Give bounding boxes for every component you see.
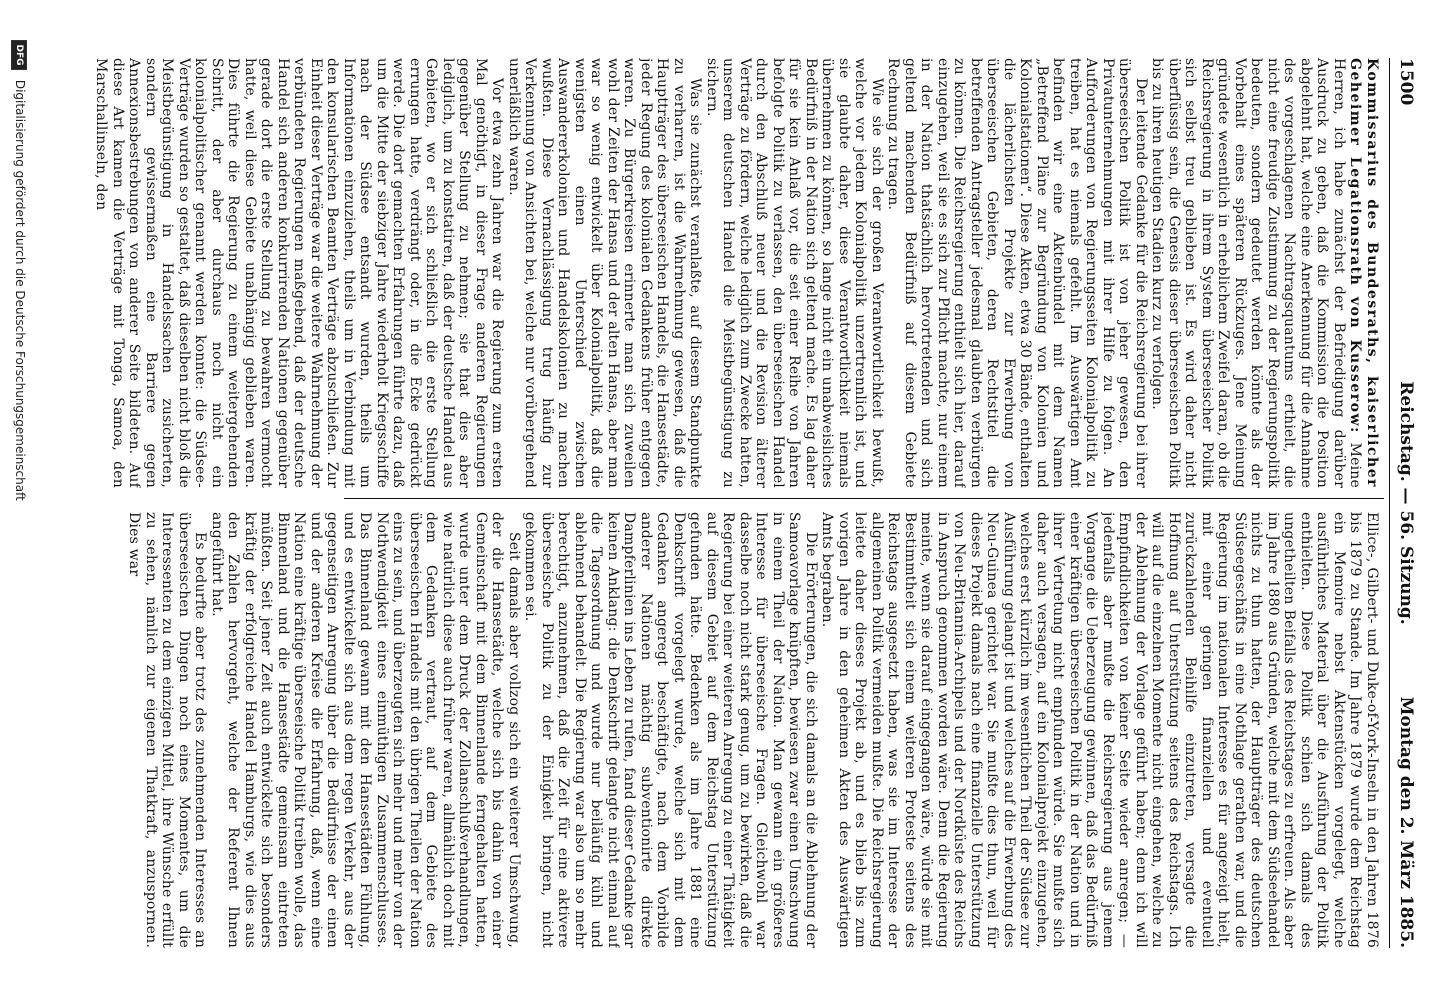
column-divider <box>344 498 1384 499</box>
footer-text: Digitalisierung gefördert durch die Deutsche Forschungsgemeinschaft <box>13 79 27 501</box>
digitization-footer <box>8 40 32 960</box>
speaker-name: Kommissarius des Bundesraths, kaiserlicher Geheimer Legationsrath von Kusserow: <box>1347 58 1380 488</box>
paragraph: Der leitende Gedanke für die Reichsregierung bei ihrer überseeischen Politik ist von jeher gewesen, den Privatunternehmungen mit ihrer Hilfe zu folgen. An Aufforderungen von Regierungsseiten Kolonialpolitik zu treiben, hat es niemals gefehlt. Im Auswärtigen Amt befinden wir eine Aktenbündel mit dem Namen „Betreffend Pläne zur Begründung von Kolonien und Kolonialstationen“. Diese Akten, etwa 30 Bände, enthalten die lächerlichsten Projekte zur Erwerbung von überseeischen Gebieten, deren Rechtstitel die betreffenden Antragsteller jedesmal glaubten verbürgen zu können. Die Reichsregierung enthielt sich hier, darauf einzugehen, weil sie es sich zur Pflicht machte, nur einem in der Nation thatsächlich hervortretenden und sich geltend machenden Bedürfniß auf diesem Gebiete Rechnung zu tragen. <box>885 58 1149 488</box>
page-header <box>1389 58 1422 948</box>
session-date: Montag den 2. März 1885. <box>1396 696 1416 948</box>
paragraph: Was sie zunächst veranlaßte, auf diesem Standpunkte zu verharren, ist die Wahrnehmung gewesen, daß die Hauptträger des überseeischen Handels, die Hansestädte, jeder Regung des kolonialen Gedankens früher entgegen waren. Zu Bürgerkreisen erinnerte man sich zuweilen wohl der Zeiten der Hansa und der alten Hansa, aber man war so wenig entwickelt über Kolonialpolitik, daß die wenigsten einen Unterschied zwischen Auswandererkolonien und Handelskolonien zu machen wußten. Diese Vernachlässigung trug häufig zur Verkennung von Ansichten bei, welche nur vorübergehend unerläßlich waren. <box>506 58 704 488</box>
running-title: Reichstag. — 56. Sitzung. <box>1396 381 1416 625</box>
paragraph: Es bedurfte aber trotz des zunehmenden Interesses an überseeischen Dingen noch eines Momentes, um die Interessenten zu dem einzigen Mittel, ihre Wünsche erfüllt zu sehen, nämlich zur eigenen Thatkraft, anzuspornen. Dies war <box>126 512 209 948</box>
paragraph-text: Meine Herren, ich habe zunächst der Befriedigung darüber Ausdruck zu geben, daß die Kommission die Position abgelehnt hat, welche eine Anerkennung für die Annahme des vorgeschlagenen Nachtragsquantums erthielt, die nicht eine freudige Zustimmung zu der Regierungspolitik bedeuten, sondern gedeutet werden könnte als der Vorbehalt eines späteren Rückzuges. Jene Meinung gründete wesentlich in erheblichem Zweifel daran, ob die Reichsregierung in ihrem System überseeischer Politik sich selbst treu geblieben ist. Es wird daher nicht überflüssig sein, die Genesis dieser überseeischen Politik bis zu ihren heutigen Stadien kurz zu verfolgen. <box>1149 58 1364 488</box>
paragraph: Seit damals aber vollzog sich ein weiterer Umschwung, der die Hansestädte, welche sich bis dahin von einer Gemeinschaft mit dem Binnenlande ferngehalten hatten, wurde unter dem Druck der Zollanschlußverhandlungen, wie natürlich diese auch früher waren, allmählich doch mit dem Gedanken vertraut, auf dem Gebiete des überseeischen Handels mit den übrigen Theilen der Nation eins zu sein, und überzeugten sich mehr und mehr von der Nothwendigkeit eines einmüthigen Zusammenschlusses. Das Binnenland gewann mit den Hansestädten Fühlung, und es entwickelte sich aus dem regen Verkehr, aus der gegenseitigen Anregung über die Bedürfnisse der einen und der anderen Kreise die Erfahrung, daß, wenn eine Nation eine kräftige überseeische Politik treiben wolle, das Binnenland und die Hansestädte gemeinsam eintreten müßten. Seit jener Zeit auch entwickelte sich besonders kräftig der erfolgreiche Handel Hamburgs, wie dies aus den Zahlen hervorgeht, welche der Referent Ihnen angeführt hat. <box>209 512 522 948</box>
paragraph: Ellice-, Gilbert- und Duke-of-York-Inseln in den Jahren 1876 bis 1879 zu Stande. Im Jahre 1879 wurde dem Reichstag ein Memoire nebst Aktenstücken vorgelegt, welche ausführliches Material über die Ausführung der Politik enthielten. Diese Politik schien sich damals des ungetheilten Beifalls des Reichstages zu erfreuen. Als aber im Jahre 1880 aus Gründen, welche mit dem Südseehandel nichts zu thun hatten, der Hauptträger des deutschen Südseegeschäfts in eine Nothlage gerathen war, und die Regierung im nationalen Interesse es für angezeigt hielt, mit einer geringen finanziellen und eventuell zurückzahlenden Beihilfe einzutreten, versagte die Hoffnung auf Unterstützung seitens des Reichstags. Ich will auf die einzelnen Momente nicht eingehen, welche zu der Ablehnung der Vorlage geführt haben; denn ich will Empfindlichkeiten von keiner Seite wieder anregen; — jedenfalls aber mußte die Reichsregierung aus jenem Vorgange die Ueberzeugung gewinnen, daß das Bedürfniß einer kräftigen überseeischen Politik in der Nation und in ihrer Vertretung nicht empfunden würde. Sie mußte sich daher auch versagen, auf ein Kolonialprojekt einzugehen, welches erst kürzlich im wesentlichen Theil der Südsee zur Ausführung gelangt ist und welches auf die Erwerbung des Neu-Guinea gerichtet war. Sie mußte dies thun, weil für dieses Projekt damals nach eine finanzielle Unterstützung von Neu-Britannia-Archipels und der Nordküste des Reichs in Anspruch genommen worden wäre. Denn die Regierung meinte, wenn sie darauf eingegangen wäre, würde sie mit Bestimmtheit sich einem weiteren Proteste seitens des Reichstags ausgesetzt haben, was sie im Interesse der allgemeinen Politik vermeiden mußte. Die Reichsregierung leitete daher dieses Projekt ab, und es blieb bis zum vorigen Jahre in den geheimen Akten des Auswärtigen Amts begraben. <box>819 512 1380 948</box>
paragraph: Wie sie sich der großen Verantwortlichkeit bewußt, welche vor jedem Kolonialpolitik unzertrennlich ist, und sie glaubte daher, diese Verantwortlichkeit niemals übernehmen zu können, so lange nicht ein unabweisliches Bedürfniß in der Nation sich geltend mache. Es lag daher für sie kein Anlaß vor, die seit einer Reihe von Jahren befolgte Politik zu verlassen, den überseeischen Handel durch den Abschluß neuer und die Revision älterer Verträge zu fördern, welche lediglich zum Zwecke hatten, unserem deutschen Handel die Meistbegünstigung zu sichern. <box>704 58 885 488</box>
left-column <box>60 58 1380 488</box>
paragraph: Vor etwa zehn Jahren war die Regierung zum ersten Mal genöthigt, in dieser Frage anderen Regierungen gegenüber Stellung zu nehmen; sie that dies aber lediglich, um zu konstatiren, daß der deutsche Handel aus Gebieten, wo er sich schließlich die erste Stellung errungen hatte, verdrängt oder, in die Ecke gedrückt werde. Die dort gemachten Erfahrungen führte dazu, daß um die Mitte der siebziger Jahre wiederholt Kriegsschiffe nach der Südsee entsandt wurden, theils um Informationen einzuziehen, theils um in Verbindung mit den konsularischen Beamten Verträge abzuschließen. Zur Einheit dieser Verträge war die weitere Wahrnehmung der verbündeten Regierungen maßgebend, daß der deutsche Handel sich anderen konkurrirenden Nationen gegenüber gerade dort die erste Stellung zu bewahren vermocht hatte, weil diese Gebiete unabhängig geblieben waren. Dies führte die Regierung zu einem weitergehenden Schritt, der aber durchaus noch nicht ein kolonialpolitischer genannt werden konnte: die Südsee-Verträge wurden so gestaltet, daß dieselben nicht bloß die Meistbegünstigung in Handelssachen zusicherten, sondern gewissermaßen eine Barriere gegen Annexionsbestrebungen von anderer Seite bildeten. Auf diese Art kamen die Verträge mit Tonga, Samoa, den Marschallinseln, den <box>93 58 506 488</box>
page-number: 1500 <box>1396 58 1416 106</box>
dfg-logo: DFG <box>12 40 28 70</box>
speaker-paragraph <box>1149 58 1380 488</box>
paragraph: Die Erörterungen, die sich damals an die Ablehnung der Samoavorlage knüpften, bewiesen zwar einen Umschwung in einem Theil der Nation. Man gewann ein größeres Interesse für überseeische Fragen. Gleichwohl war dasselbe noch nicht stark genug, um zu bewirken, daß die Regierung bei einer weiteren Anregung zu einer Thätigkeit auf diesem Gebiet auf dem Reichstag Unterstützung gefunden hätte. Bedenken als im Jahre 1881 eine Denkschrift vorgelegt wurde, welche sich mit dem Gedanken angeregt beschäftigte, nach dem Vorbilde anderer Nationen mächtig subventionirte direkte Dampferlinien ins Leben zu rufen, fand dieser Gedanke gar keinen Anklang: die Denkschrift gelangte nicht einmal auf die Tagesordnung und wurde nur beiläufig kühl und ablehnend behandelt. Die Regierung war also um so mehr berechtigt, anzunehmen, daß die Zeit für eine aktivere überseeische Politik zu der Einigkeit bringen, nicht gekommen sei. <box>522 512 819 948</box>
right-column <box>60 512 1380 948</box>
